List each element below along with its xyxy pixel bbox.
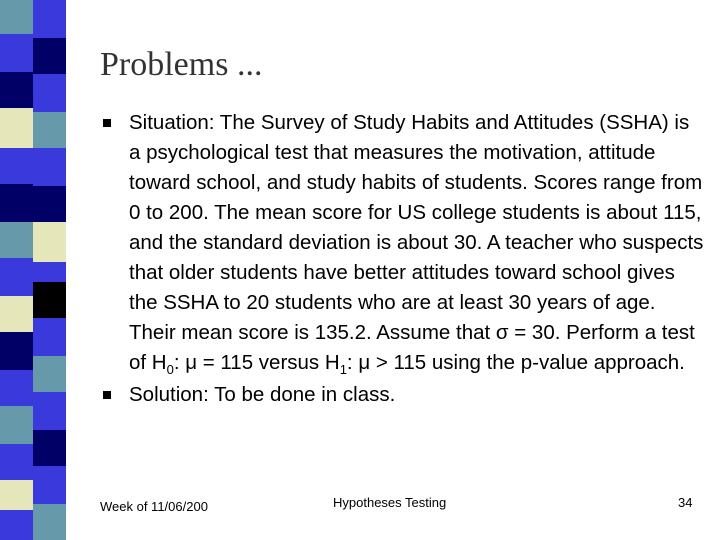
footer-date: Week of 11/06/200: [100, 499, 208, 514]
bullet-text: Solution: To be done in class.: [129, 383, 396, 406]
strip-block: [0, 0, 33, 34]
slide-title: Problems ...: [100, 46, 263, 83]
strip-block: [0, 296, 33, 332]
strip-block: [0, 444, 33, 480]
strip-block: [0, 258, 33, 296]
strip-block: [0, 406, 33, 444]
strip-block: [33, 430, 66, 466]
strip-block: [33, 112, 66, 148]
strip-block: [33, 38, 66, 74]
bullet-text: Situation: The Survey of Study Habits and Attitudes (SSHA) is a psychological test that measures the motivation, attitude toward school, and study habits of students. Scores range from 0 to 200. The mean score for US college students is about 115, and the standard deviation is about 30. A teacher who suspects that older students have better attitudes toward school gives the SSHA to 20 students who are at least 30 years of age. Their mean score is 135.2. Assume that σ = 30. Perform a test of $H_0$: μ = 115 versus $H_1$: μ > 115 using the p-value approach.: [129, 111, 704, 378]
strip-block: [0, 510, 33, 540]
strip-block: [33, 262, 66, 282]
strip-block: [33, 74, 66, 112]
strip-block: [33, 392, 66, 430]
strip-block: [0, 332, 33, 370]
strip-block: [33, 466, 66, 504]
strip-block: [0, 480, 33, 510]
strip-block: [0, 370, 33, 406]
strip-block: [33, 282, 66, 318]
footer-topic: Hypotheses Testing: [333, 495, 447, 510]
strip-block: [33, 318, 66, 356]
strip-block: [0, 108, 33, 148]
strip-block: [0, 72, 33, 108]
strip-column-right: [33, 0, 66, 540]
strip-block: [33, 356, 66, 392]
bullet-situation: [100, 108, 704, 378]
strip-block: [33, 186, 66, 222]
strip-block: [0, 148, 33, 184]
strip-block: [33, 504, 66, 540]
footer-page-number: 34: [678, 495, 693, 510]
strip-block: [0, 184, 33, 222]
square-bullet-icon: [103, 391, 111, 399]
strip-block: [0, 34, 33, 72]
bullet-list: [100, 108, 704, 410]
strip-block: [0, 222, 33, 258]
decorative-side-strip: [0, 0, 66, 540]
strip-block: [33, 222, 66, 262]
strip-column-left: [0, 0, 33, 540]
strip-block: [33, 148, 66, 186]
bullet-solution: [100, 380, 704, 410]
strip-block: [33, 0, 66, 38]
square-bullet-icon: [103, 119, 111, 127]
